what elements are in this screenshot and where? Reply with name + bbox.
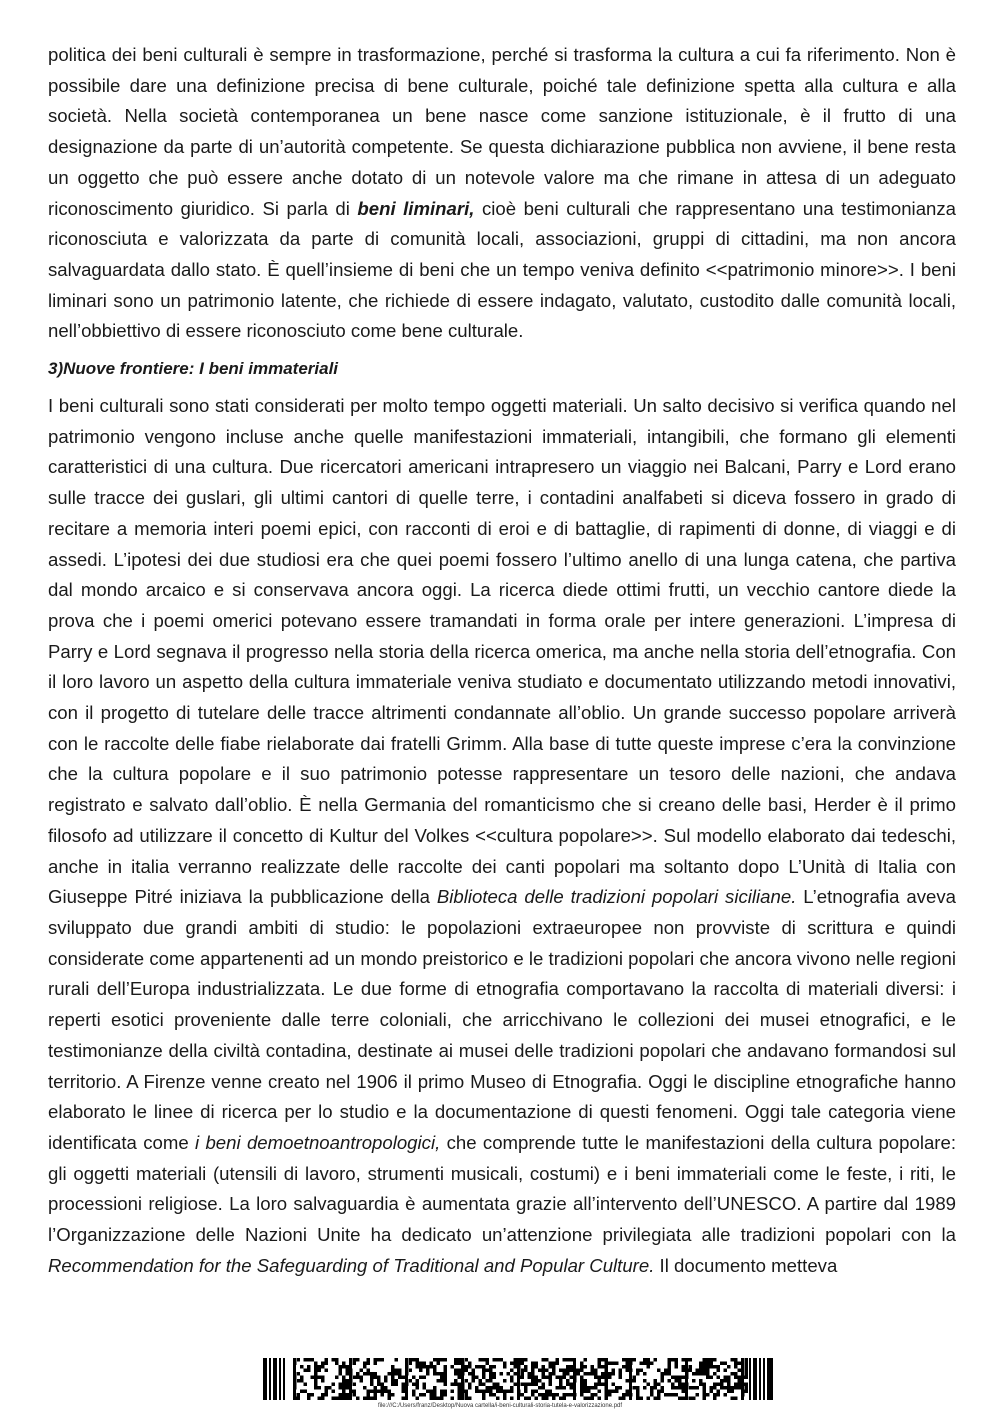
barcode-image [263,1358,773,1400]
paragraph-text: L’etnografia aveva sviluppato due grandi ambiti di studio: le popolazioni extraeuropee non provviste di scrittura e quindi considerate come appartenenti ad un mondo preistorico e le tradizioni popolari che ancora vivono nelle regioni rurali dell’Europa industrializzata. Le due forme di etnografia comportavano la raccolta di materiali diversi: i reperti esotici proveniente dalle terre coloniali, che arricchivano le collezioni dei musei etnografici, e le testimonianze della civiltà contadina, destinate ai musei delle tradizioni popolari che andavano formandosi sul territorio. A Firenze venne creato nel 1906 il primo Museo di Etnografia. Oggi le discipline etnografiche hanno elaborato le linee di ricerca per lo studio e la documentazione di questi fenomeni. Oggi tale categoria viene identificata come [48,886,956,1153]
emphasis-beni-liminari: beni liminari, [357,197,475,219]
paragraph-text: politica dei beni culturali è sempre in trasformazione, perché si trasforma la cultura a cui fa riferimento. Non è possibile dare una definizione precisa di bene culturale, poiché tale definizione spetta alla cultura e alla società. Nella società contemporanea un bene nasce come sanzione istituzionale, è il frutto di una designazione da parte di un’autorità competente. Se questa dichiarazione pubblica non avviene, il bene resta un oggetto che può essere anche dotato di un notevole valore ma che rimane in attesa di un adeguato riconoscimento giuridico. Si parla di [48,44,956,219]
paragraph-text: che comprende tutte le manifestazioni della cultura popolare: gli oggetti materiali (utensili di lavoro, strumenti musicali, costumi) e i beni immateriali come le feste, i riti, le processioni religiose. La loro salvaguardia è aumentata grazie all’intervento dell’UNESCO. A partire dal 1989 l’Organizzazione delle Nazioni Unite ha dedicato un’attenzione privilegiata alle tradizioni popolari con la [48,1131,956,1246]
italic-title-recommendation: Recommendation for the Safeguarding of Traditional and Popular Culture. [48,1254,655,1276]
paragraph-text: cioè beni culturali che rappresentano una testimonianza riconosciuta e valorizzata da parte di comunità locali, associazioni, gruppi di cittadini, ma non ancora salvaguardata dallo stato. È quell’insieme di beni che un tempo veniva definito <<patrimonio minore>>. I beni liminari sono un patrimonio latente, che richiede di essere indagato, valutato, custodito dalle comunità locali, nell’obbiettivo di essere riconosciuto come bene culturale. [48,197,956,342]
paragraph-beni-liminari [48,40,956,347]
document-page [48,40,956,1362]
paragraph-text: Il documento metteva [654,1254,838,1276]
paragraph-beni-immateriali [48,391,956,1281]
footer-file-path: file:///C:/Users/franz/Desktop/Nuova cartella/i-beni-culturali-storia-tutela-e-valorizzazione.pdf [377,1403,623,1409]
section-heading: 3)Nuove frontiere: I beni immateriali [48,359,339,379]
paragraph-text: I beni culturali sono stati considerati per molto tempo oggetti materiali. Un salto decisivo si verifica quando nel patrimonio vengono incluse anche quelle manifestazioni immateriali, intangibili, che formano gli elementi caratteristici di una cultura. Due ricercatori americani intrapresero un viaggio nei Balcani, Parry e Lord erano sulle tracce dei guslari, gli ultimi cantori di quelle terre, i contadini analfabeti si diceva fossero in grado di recitare a memoria interi poemi epici, con racconti di eroi e di battaglie, di rapimenti di donne, di viaggi e di assedi. L’ipotesi dei due studiosi era che quei poemi fossero l’ultimo anello di una lunga catena, che partiva dal mondo arcaico e si conservava ancora oggi. La ricerca diede ottimi frutti, un vecchio cantore diede la prova che i poemi omerici potevano essere tramandati in forma orale per intere generazioni. L’impresa di Parry e Lord segnava il progresso nella storia della ricerca omerica, ma anche nella storia dell’etnografia. Con il loro lavoro un aspetto della cultura immateriale veniva studiato e documentato utilizzando metodi innovativi, con il progetto di tutelare delle tracce altrimenti condannate all’oblio. Un grande successo popolare arriverà con le raccolte delle fiabe rielaborate dai fratelli Grimm. Alla base di tutte queste imprese c’era la convinzione che la cultura popolare e il suo patrimonio potesse rappresentare un tesoro delle nazioni, che andava registrato e salvato dall’oblio. È nella Germania del romanticismo che si creano delle basi, Herder è il primo filosofo ad utilizzare il concetto di Kultur del Volkes <<cultura popolare>>. Sul modello elaborato dai tedeschi, anche in italia verranno realizzate delle raccolte dei canti popolari ma soltanto dopo L’Unità di Italia con Giuseppe Pitré iniziava la pubblicazione della [48,395,956,908]
italic-title-biblioteca: Biblioteca delle tradizioni popolari siciliane. [436,886,797,908]
italic-term-demoetnoantropologici: i beni demoetnoantropologici, [195,1131,441,1153]
text-body [48,40,956,1362]
